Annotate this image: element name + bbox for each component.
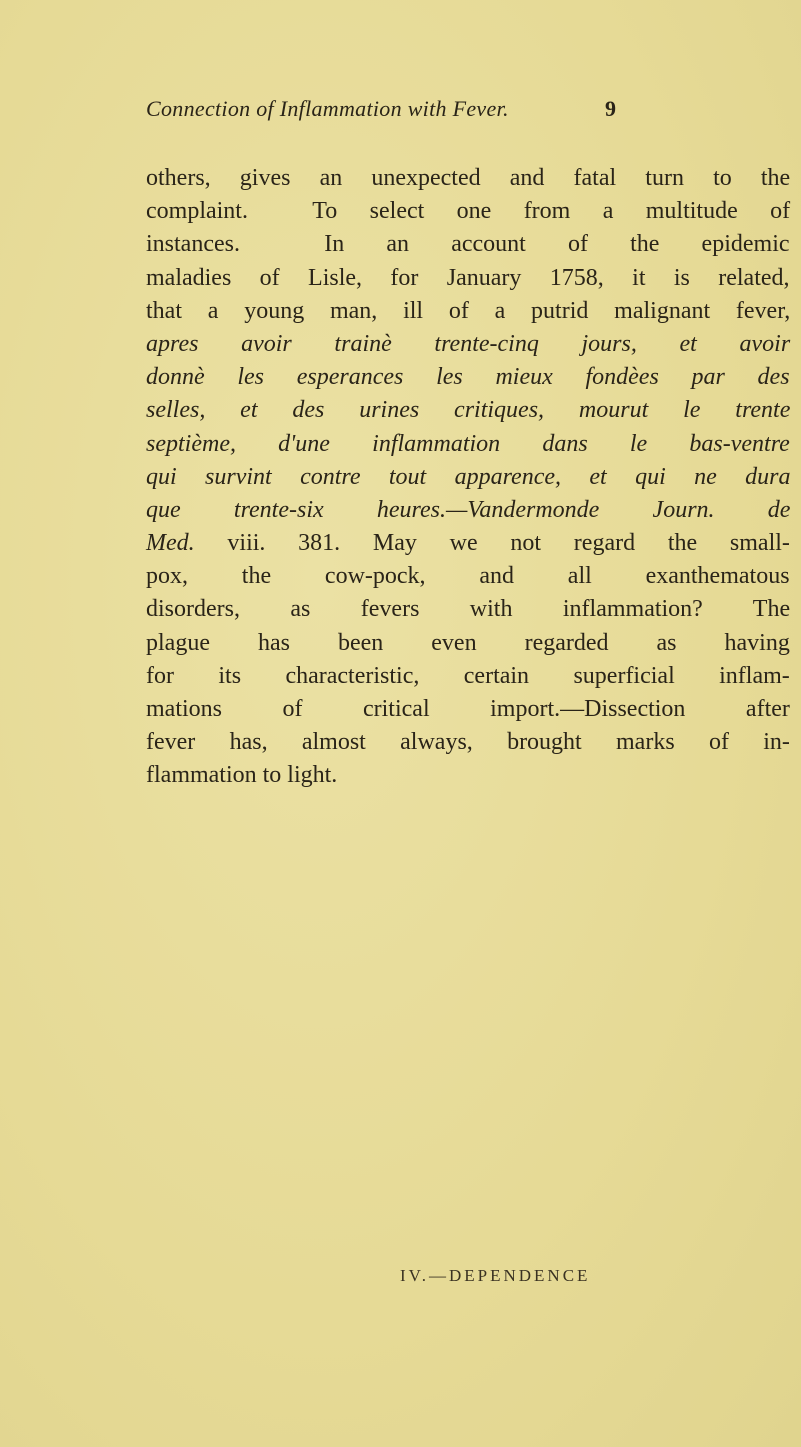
text-line bbox=[146, 195, 790, 228]
text-line bbox=[146, 428, 790, 461]
text: others, gives an unexpected and fatal turn to the bbox=[146, 165, 791, 191]
text-line bbox=[146, 627, 790, 660]
running-title: Connection of Inflammation with Fever. bbox=[146, 96, 509, 121]
text-line bbox=[146, 660, 790, 693]
catchword: IV.—DEPENDENCE bbox=[400, 1266, 591, 1285]
italic-text: septième, d'une inflammation dans le bas-ventre bbox=[146, 430, 790, 457]
text: mations of critical import.—Dissection after bbox=[146, 696, 790, 722]
italic-text: Med. bbox=[146, 530, 195, 557]
text-line bbox=[146, 394, 790, 427]
italic-text: que trente-six heures.—Vandermonde Journ. de bbox=[146, 496, 791, 523]
text: viii. 381. May we not regard the small- bbox=[194, 530, 790, 557]
text-line bbox=[146, 461, 790, 494]
text: for its characteristic, certain superficial inflam- bbox=[146, 662, 790, 689]
text: flammation to light. bbox=[146, 762, 338, 789]
body-text bbox=[146, 162, 790, 793]
text: instances. In an account of the epidemic bbox=[146, 231, 790, 258]
italic-text: donnè les esperances les mieux fondèes par des bbox=[146, 364, 790, 391]
text-line bbox=[146, 494, 790, 527]
text-line bbox=[146, 361, 790, 394]
text: plague has been even regarded as having bbox=[146, 629, 790, 656]
text: pox, the cow-pock, and all exanthematous bbox=[146, 563, 790, 590]
italic-text: qui survint contre tout apparence, et qui ne dura bbox=[146, 463, 791, 490]
text-line bbox=[146, 262, 790, 295]
text: maladies of Lisle, for January 1758, it is related, bbox=[146, 264, 790, 291]
italic-text: apres avoir trainè trente-cinq jours, et avoir bbox=[146, 330, 791, 357]
page-number: 9 bbox=[605, 96, 616, 121]
text-line bbox=[146, 228, 790, 261]
text: disorders, as fevers with inflammation? The bbox=[146, 596, 791, 623]
text: fever has, almost always, brought marks of in- bbox=[146, 729, 790, 756]
text-line bbox=[146, 560, 790, 593]
text-line bbox=[146, 726, 790, 759]
text-line bbox=[146, 527, 790, 560]
text-line bbox=[146, 295, 790, 328]
running-header bbox=[146, 96, 616, 130]
text: that a young man, ill of a putrid malignant fever, bbox=[146, 297, 791, 324]
text-line bbox=[146, 759, 790, 792]
text: complaint. To select one from a multitude of bbox=[146, 198, 791, 225]
text-line bbox=[146, 162, 790, 195]
italic-text: selles, et des urines critiques, mourut le trente bbox=[146, 397, 791, 424]
text-line bbox=[146, 593, 790, 626]
text-line bbox=[146, 328, 790, 361]
text-line bbox=[146, 693, 790, 726]
